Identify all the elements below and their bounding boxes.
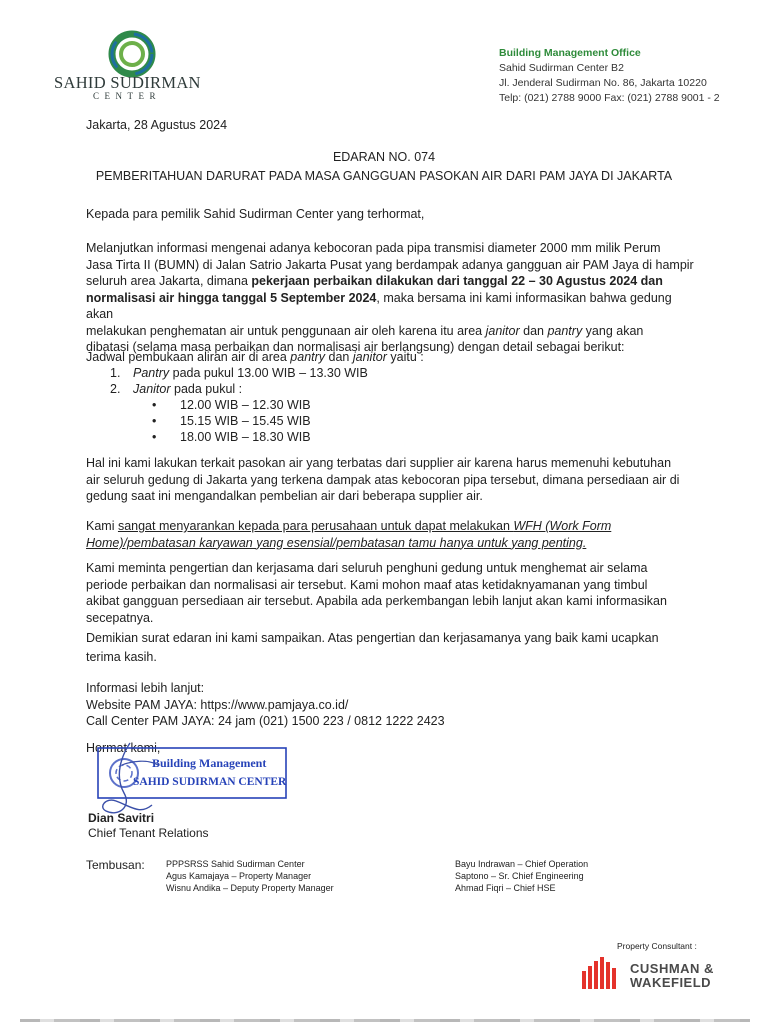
cushman-wakefield-logo-icon (580, 957, 620, 989)
schedule-intro (86, 349, 424, 366)
cc-recipient: Saptono – Sr. Chief Engineering (455, 871, 584, 881)
signer-name: Dian Savitri (88, 811, 155, 825)
cc-label: Tembusan: (86, 858, 145, 872)
paragraph-closing (86, 629, 700, 667)
bullet-icon: • (152, 414, 157, 428)
italic-run: janitor (352, 350, 387, 364)
text-run: dan (519, 323, 548, 338)
italic-run: pantry (547, 323, 583, 338)
text-line: Melanjutkan informasi mengenai adanya kebocoran pada pipa transmisi diameter 2000 mm milik Perum (86, 241, 661, 255)
cc-recipient: Wisnu Andika – Deputy Property Manager (166, 883, 334, 893)
schedule-item-1-number: 1. (110, 366, 121, 380)
signature-image (92, 735, 172, 821)
text-line: akibat gangguan persediaan air tersebut. Apabila ada perkembangan lebih lanjut akan kami informasikan (86, 594, 667, 608)
time-slot (152, 413, 311, 430)
schedule-item-2 (133, 381, 242, 398)
bullet-icon: • (152, 398, 157, 412)
text-line: Kami meminta pengertian dan kerjasama dari seluruh penghuni gedung untuk menghemat air selama (86, 561, 648, 575)
text-line: dibatasi (selama masa perbaikan dan normalisasi air berlangsung) dengan detail sebagai berikut: (86, 340, 625, 354)
logo-subtitle: CENTER (93, 91, 161, 101)
consultant-name (630, 962, 714, 990)
circular-number: EDARAN NO. 074 (332, 150, 436, 164)
cc-recipient: Agus Kamajaya – Property Manager (166, 871, 312, 881)
cc-recipient: Ahmad Fiqri – Chief HSE (455, 883, 556, 893)
italic-run: janitor (485, 323, 520, 338)
italic-run: Janitor (133, 382, 171, 396)
bold-run: normalisasi air hingga tanggal 5 September 2024 (86, 290, 377, 305)
text-line (86, 323, 700, 340)
text-line: periode perbaikan dan normalisasi air tersebut. Kami mohon maaf atas ketidaknyamanan yang timbul (86, 577, 648, 592)
bullet-icon: • (152, 430, 157, 444)
text-run: dan (325, 350, 353, 364)
bold-run: pekerjaan perbaikan dilakukan dari tanggal 22 – 30 Agustus 2024 dan (251, 274, 663, 288)
text-line: gedung saat ini mengandalkan pembelian air dari beberapa supplier air. (86, 489, 483, 503)
text-line (86, 518, 700, 535)
consultant-label: Property Consultant : (617, 941, 697, 951)
info-callcenter: Call Center PAM JAYA: 24 jam (021) 1500 223 / 0812 1222 2423 (86, 714, 445, 728)
info-website: Website PAM JAYA: https://www.pamjaya.co.id/ (86, 697, 349, 712)
text-run: yaitu : (386, 350, 424, 364)
logo-name: SAHID SUDIRMAN (54, 73, 201, 92)
underlined-italic-run: WFH (Work Form (513, 519, 612, 533)
office-title: Building Management Office (499, 47, 641, 59)
office-line: Telp: (021) 2788 9000 Fax: (021) 2788 9001 - 2 (499, 92, 720, 104)
cc-recipient: PPPSRSS Sahid Sudirman Center (166, 859, 305, 869)
office-address-block (499, 46, 720, 106)
paragraph-intro (86, 240, 700, 356)
circular-title: PEMBERITAHUAN DARURAT PADA MASA GANGGUAN PASOKAN AIR DARI PAM JAYA DI JAKARTA (95, 169, 673, 183)
text-run: pada pukul : (170, 382, 243, 396)
cc-list-right (455, 858, 588, 894)
text-line (86, 290, 700, 323)
text-line: Hal ini kami lakukan terkait pasokan air yang terbatas dari supplier air karena harus memenuhi kebutuhan (86, 456, 672, 470)
text-line: terima kasih. (86, 650, 157, 664)
text-line: Jasa Tirta II (BUMN) di Jalan Satrio Jakarta Pusat yang berdampak adanya gangguan air PAM Jaya di hampir (86, 257, 694, 272)
paragraph-request (86, 560, 700, 626)
text-run: yang akan (582, 323, 644, 338)
office-line: Jl. Jenderal Sudirman No. 86, Jakarta 10220 (499, 77, 707, 89)
text-line: secepatnya. (86, 610, 154, 625)
text-run: , maka bersama ini kami informasikan bahwa gedung akan (86, 290, 672, 321)
italic-run: pantry (290, 350, 326, 364)
text-line: Home)/pembatasan karyawan yang esensial/pembatasan tamu hanya untuk yang penting. (86, 535, 587, 550)
time-text: 15.15 WIB – 15.45 WIB (180, 414, 311, 428)
closing-greeting: Hormat kami, (86, 741, 161, 755)
schedule-item-2-number: 2. (110, 382, 121, 396)
text-run: Kami (86, 519, 118, 533)
consultant-name-line: CUSHMAN & (630, 961, 714, 976)
cc-recipient: Bayu Indrawan – Chief Operation (455, 859, 589, 869)
schedule-item-1 (133, 365, 368, 382)
paragraph-wfh (86, 518, 700, 551)
text-line (86, 273, 700, 290)
signer-title: Chief Tenant Relations (88, 826, 209, 840)
time-text: 18.00 WIB – 18.30 WIB (180, 430, 311, 444)
text-run: melakukan penghematan air untuk penggunaan air oleh karena itu area (86, 323, 486, 338)
office-line: Sahid Sudirman Center B2 (499, 62, 624, 74)
time-slot (152, 397, 311, 414)
italic-run: Pantry (133, 366, 170, 380)
info-label: Informasi lebih lanjut: (86, 681, 205, 695)
letter-date: Jakarta, 28 Agustus 2024 (86, 118, 228, 132)
time-text: 12.00 WIB – 12.30 WIB (180, 398, 311, 412)
scan-edge (20, 1019, 750, 1022)
info-block (86, 680, 700, 730)
text-line: Demikian surat edaran ini kami sampaikan. Atas pengertian dan kerjasamanya yang baik kami ucapkan (86, 631, 659, 645)
consultant-name-line: WAKEFIELD (630, 975, 712, 990)
time-slot (152, 429, 311, 446)
cc-list-left (166, 858, 334, 894)
stamp-line-1: Building Management (152, 756, 267, 770)
text-run: seluruh area Jakarta, dimana (86, 274, 252, 288)
stamp-line-2: SAHID SUDIRMAN CENTER (133, 776, 287, 788)
text-line: air seluruh gedung di Jakarta yang terkena dampak atas kebocoran pipa tersebut, dimana persediaan air di (86, 472, 680, 487)
underlined-run: sangat menyarankan kepada para perusahaan untuk dapat melakukan (117, 519, 514, 533)
salutation: Kepada para pemilik Sahid Sudirman Center yang terhormat, (86, 207, 425, 221)
text-run: pada pukul 13.00 WIB – 13.30 WIB (169, 366, 368, 380)
paragraph-supply (86, 455, 700, 505)
text-run: Jadwal pembukaan aliran air di area (86, 350, 291, 364)
